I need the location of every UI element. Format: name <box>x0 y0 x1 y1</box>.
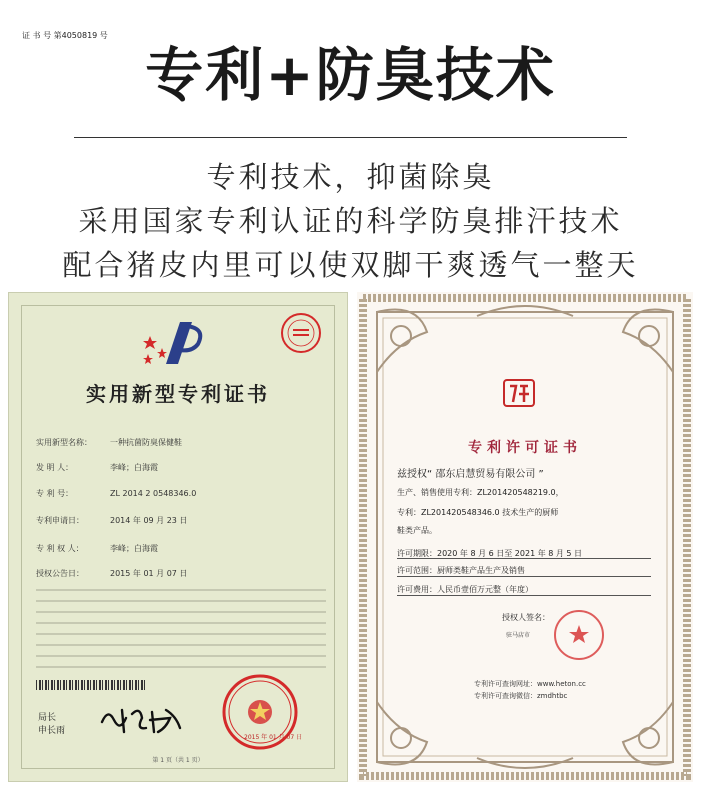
subtitle-line-3: 配合猪皮内里可以使双脚干爽透气一整天 <box>62 248 639 282</box>
query-wechat: 专利许可查询微信：zmdhtbc <box>474 692 568 700</box>
field-value: 2015 年 01 月 07 日 <box>110 569 188 578</box>
field-value: 2014 年 09 月 23 日 <box>110 516 188 525</box>
certificate-title: 实用新型专利证书 <box>86 382 270 406</box>
license-line-4: 鞋类产品。 <box>397 526 437 535</box>
field-label: 专 利 权 人： <box>36 544 84 553</box>
field-label: 专 利 号： <box>36 489 74 498</box>
field-patent-number <box>36 488 196 499</box>
license-grantee: 兹授权“ 邵东启慧贸易有限公司 ” <box>397 469 544 480</box>
company-seal-icon <box>552 608 606 662</box>
brand-logo-icon <box>502 376 536 410</box>
license-scope: 许可范围：厨师类鞋产品生产及销售 <box>397 566 525 575</box>
license-line-3: 专利：ZL201420548346.0 技术生产的厨师 <box>397 508 559 517</box>
subtitle-line-1: 专利技术，抑菌除臭 <box>206 160 495 194</box>
license-line-2: 生产、销售使用专利：ZL201420548219.0， <box>397 488 564 497</box>
barcode <box>36 680 146 690</box>
field-grant-date <box>36 568 187 579</box>
top-seal-icon <box>280 312 322 354</box>
director-signature-icon <box>96 702 186 738</box>
field-value: ZL 2014 2 0548346.0 <box>110 489 197 498</box>
query-website: 专利许可查询网址：www.heton.cc <box>474 680 586 688</box>
patent-license-certificate <box>357 292 693 782</box>
director-block <box>38 712 65 738</box>
query-info <box>474 678 586 702</box>
director-name: 申长雨 <box>38 726 66 736</box>
divider <box>397 576 651 577</box>
title-divider <box>74 137 627 138</box>
field-label: 专利申请日： <box>36 516 84 525</box>
divider <box>397 595 651 596</box>
field-label: 实用新型名称： <box>36 438 92 447</box>
company-name: 驻马店市 <box>506 632 531 639</box>
signatory-label: 授权人签名： <box>502 613 550 622</box>
seal-date: 2015 年 01 月 07 日 <box>244 734 303 741</box>
field-value: 一种抗菌防臭保健鞋 <box>110 438 182 447</box>
field-name <box>36 437 182 448</box>
field-value: 李峰；白海霞 <box>110 544 158 553</box>
ornamental-frame <box>357 292 693 782</box>
field-application-date <box>36 515 187 526</box>
subtitle-line-2: 采用国家专利认证的科学防臭排汗技术 <box>78 204 623 238</box>
divider <box>397 558 651 559</box>
field-value: 李峰；白海霞 <box>110 463 158 472</box>
field-patentee <box>36 543 158 554</box>
license-fee: 许可费用：人民币壹佰万元整（年度） <box>397 585 533 594</box>
field-label: 发 明 人： <box>36 463 74 472</box>
page-indicator: 第 1 页（共 1 页） <box>152 757 204 764</box>
license-period: 许可期限：2020 年 8 月 6 日至 2021 年 8 月 5 日 <box>397 549 583 558</box>
patent-office-logo-icon <box>140 318 210 368</box>
page-title: 专利+防臭技术 <box>145 41 556 109</box>
certificate-number: 证 书 号 第4050819 号 <box>22 31 108 40</box>
certificate-body-text <box>36 584 326 672</box>
field-label: 授权公告日： <box>36 569 84 578</box>
director-title: 局长 <box>38 713 57 723</box>
field-inventor <box>36 462 158 473</box>
license-title: 专利许可证书 <box>468 440 582 456</box>
